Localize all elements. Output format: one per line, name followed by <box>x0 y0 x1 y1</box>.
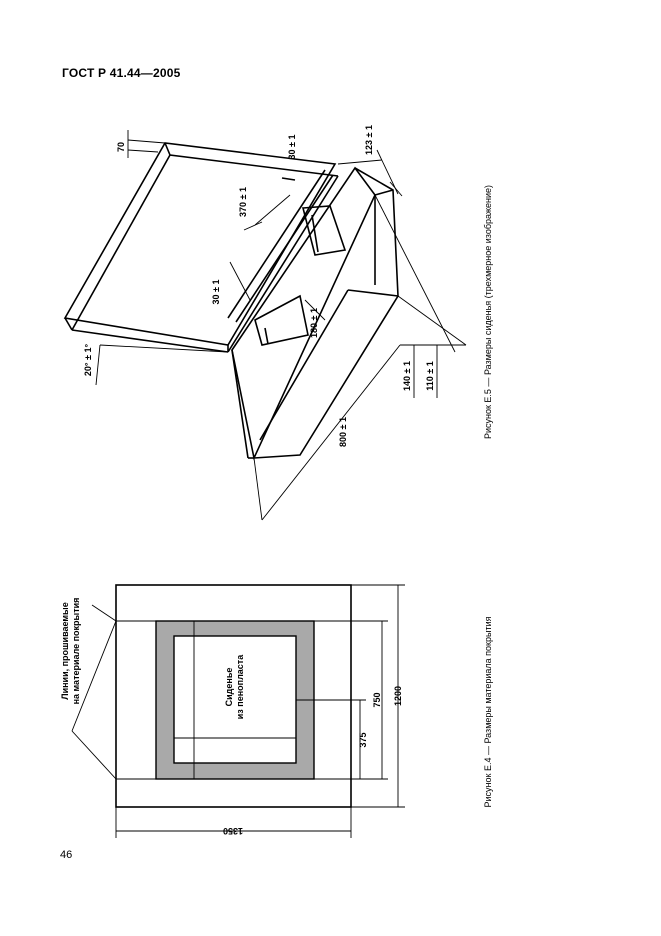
figure-e5-caption: Рисунок Е.5 — Размеры сиденья (трехмерное изображение) <box>483 184 493 440</box>
center-label-line1: Сиденье <box>224 667 234 707</box>
dim-label-20deg: 20° ± 1° <box>83 343 93 377</box>
dim-label-750: 750 <box>372 692 382 708</box>
dim-label-1200: 1200 <box>393 685 403 707</box>
dim-label-140: 140 ± 1 <box>402 361 412 391</box>
dim-label-180: 180 ± 1 <box>309 308 319 338</box>
center-label-line2: из пенопласта <box>235 654 245 720</box>
page-number: 46 <box>60 849 73 861</box>
stitch-label-line1: Линии, прошиваемые <box>60 602 70 700</box>
figure-e4-caption: Рисунок Е.4 — Размеры материала покрытия <box>483 616 493 808</box>
dim-label-30-mid: 30 ± 1 <box>211 279 221 305</box>
dim-label-370: 370 ± 1 <box>238 187 248 217</box>
page-header: ГОСТ Р 41.44—2005 <box>62 66 181 80</box>
dim-label-70: 70 <box>116 141 126 153</box>
dim-label-375: 375 <box>358 732 368 748</box>
dim-label-800: 800 ± 1 <box>338 417 348 447</box>
backrest-panel <box>65 143 335 345</box>
dim-label-110: 110 ± 1 <box>425 361 435 391</box>
dim-label-123: 123 ± 1 <box>364 125 374 155</box>
stitch-label-line2: на материале покрытия <box>71 597 81 705</box>
dim-label-1350: 1350 <box>222 826 244 836</box>
dim-label-30-top: 30 ± 1 <box>287 134 297 160</box>
